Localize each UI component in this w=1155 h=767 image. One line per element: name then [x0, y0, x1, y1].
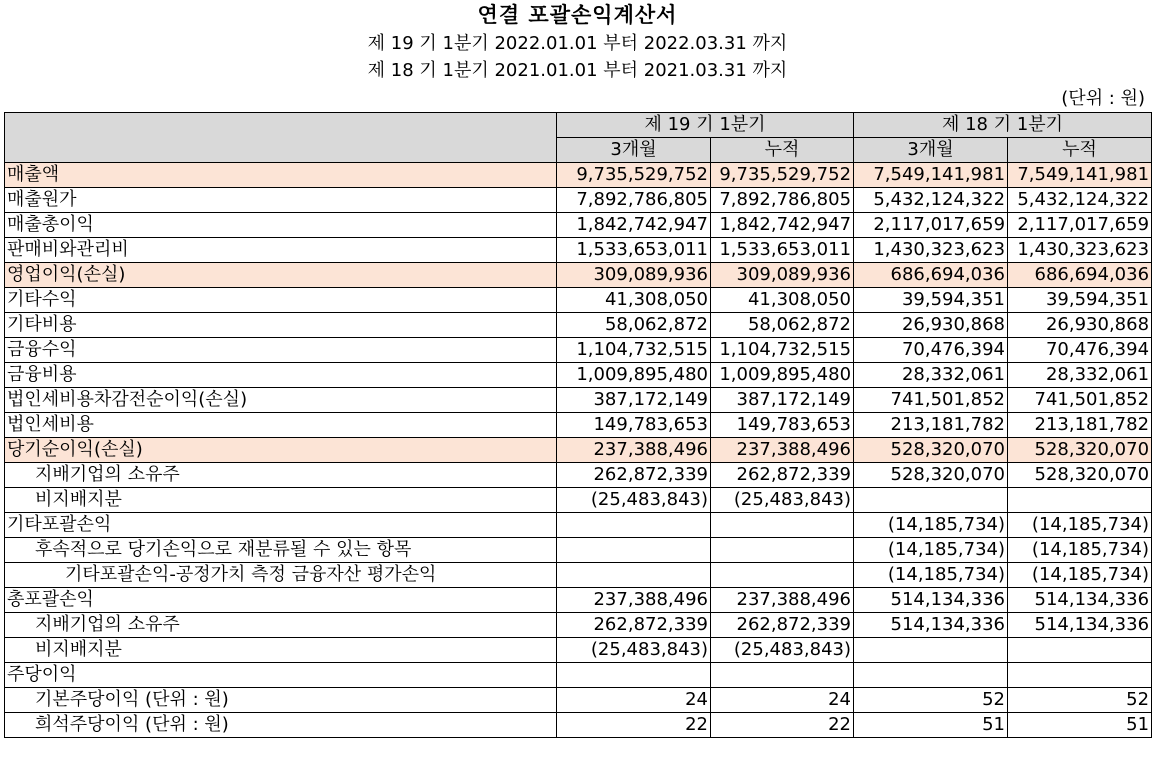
table-row: [5, 188, 1152, 213]
row-label: 기타포괄손익-공정가치 측정 금융자산 평가손익: [5, 563, 557, 588]
cell-current-cum: 24: [711, 688, 854, 713]
cell-prior-cum: 1,430,323,623: [1008, 238, 1152, 263]
cell-current-3m: (25,483,843): [557, 638, 711, 663]
period-prior: 제 18 기 1분기 2021.01.01 부터 2021.03.31 까지: [367, 60, 788, 81]
table-row: [5, 413, 1152, 438]
table-row: [5, 613, 1152, 638]
cell-current-cum: 237,388,496: [711, 438, 854, 463]
header-group-current: 제 19 기 1분기: [557, 113, 854, 138]
cell-prior-cum: 686,694,036: [1008, 263, 1152, 288]
cell-prior-cum: 528,320,070: [1008, 438, 1152, 463]
cell-prior-cum: 528,320,070: [1008, 463, 1152, 488]
row-label: 영업이익(손실): [5, 263, 557, 288]
header-prior-cum: 누적: [1008, 138, 1152, 163]
cell-current-3m: 41,308,050: [557, 288, 711, 313]
cell-prior-3m: 28,332,061: [854, 363, 1008, 388]
cell-current-3m: [557, 513, 711, 538]
cell-current-cum: (25,483,843): [711, 488, 854, 513]
cell-current-cum: 309,089,936: [711, 263, 854, 288]
cell-current-cum: 1,533,653,011: [711, 238, 854, 263]
cell-current-3m: [557, 538, 711, 563]
cell-current-3m: 309,089,936: [557, 263, 711, 288]
cell-prior-cum: (14,185,734): [1008, 538, 1152, 563]
table-row: [5, 538, 1152, 563]
table-row: [5, 363, 1152, 388]
row-label: 희석주당이익 (단위 : 원): [5, 713, 557, 738]
cell-current-cum: 237,388,496: [711, 588, 854, 613]
cell-current-cum: 58,062,872: [711, 313, 854, 338]
cell-current-cum: 41,308,050: [711, 288, 854, 313]
cell-current-cum: [711, 513, 854, 538]
row-label: 기본주당이익 (단위 : 원): [5, 688, 557, 713]
cell-current-cum: 7,892,786,805: [711, 188, 854, 213]
cell-prior-3m: 5,432,124,322: [854, 188, 1008, 213]
table-row: [5, 713, 1152, 738]
row-label: 비지배지분: [5, 638, 557, 663]
cell-prior-3m: 1,430,323,623: [854, 238, 1008, 263]
cell-prior-3m: 70,476,394: [854, 338, 1008, 363]
cell-prior-cum: 514,134,336: [1008, 613, 1152, 638]
table-row: [5, 688, 1152, 713]
cell-current-cum: 149,783,653: [711, 413, 854, 438]
row-label: 법인세비용차감전순이익(손실): [5, 388, 557, 413]
cell-prior-cum: 26,930,868: [1008, 313, 1152, 338]
cell-prior-cum: [1008, 638, 1152, 663]
row-label: 매출총이익: [5, 213, 557, 238]
row-label: 금융수익: [5, 338, 557, 363]
table-row: [5, 288, 1152, 313]
cell-prior-3m: 39,594,351: [854, 288, 1008, 313]
cell-prior-cum: (14,185,734): [1008, 563, 1152, 588]
table-row: [5, 213, 1152, 238]
cell-prior-3m: (14,185,734): [854, 563, 1008, 588]
cell-prior-3m: 514,134,336: [854, 588, 1008, 613]
cell-current-cum: 1,104,732,515: [711, 338, 854, 363]
cell-prior-3m: 2,117,017,659: [854, 213, 1008, 238]
cell-prior-3m: 26,930,868: [854, 313, 1008, 338]
cell-current-3m: 237,388,496: [557, 588, 711, 613]
cell-current-3m: (25,483,843): [557, 488, 711, 513]
row-label: 후속적으로 당기손익으로 재분류될 수 있는 항목: [5, 538, 557, 563]
table-row: [5, 463, 1152, 488]
cell-prior-3m: 741,501,852: [854, 388, 1008, 413]
cell-current-cum: 22: [711, 713, 854, 738]
cell-prior-cum: (14,185,734): [1008, 513, 1152, 538]
cell-prior-cum: 741,501,852: [1008, 388, 1152, 413]
cell-prior-cum: 52: [1008, 688, 1152, 713]
cell-current-3m: 262,872,339: [557, 463, 711, 488]
cell-prior-cum: 28,332,061: [1008, 363, 1152, 388]
cell-current-cum: [711, 563, 854, 588]
table-row: [5, 313, 1152, 338]
cell-prior-cum: 70,476,394: [1008, 338, 1152, 363]
cell-current-cum: 1,009,895,480: [711, 363, 854, 388]
cell-current-3m: 9,735,529,752: [557, 163, 711, 188]
cell-current-3m: 1,842,742,947: [557, 213, 711, 238]
cell-current-3m: 262,872,339: [557, 613, 711, 638]
cell-prior-cum: 7,549,141,981: [1008, 163, 1152, 188]
row-label: 기타수익: [5, 288, 557, 313]
row-label: 매출액: [5, 163, 557, 188]
income-statement-table: [4, 112, 1152, 738]
cell-current-3m: 1,009,895,480: [557, 363, 711, 388]
cell-current-3m: [557, 663, 711, 688]
header-current-cum: 누적: [711, 138, 854, 163]
cell-current-cum: 9,735,529,752: [711, 163, 854, 188]
cell-current-3m: 387,172,149: [557, 388, 711, 413]
table-row: [5, 263, 1152, 288]
header-prior-3m: 3개월: [854, 138, 1008, 163]
cell-current-cum: [711, 538, 854, 563]
cell-current-3m: 237,388,496: [557, 438, 711, 463]
cell-prior-3m: 52: [854, 688, 1008, 713]
cell-prior-3m: [854, 638, 1008, 663]
cell-prior-3m: (14,185,734): [854, 513, 1008, 538]
table-row: [5, 388, 1152, 413]
table-row: [5, 563, 1152, 588]
cell-current-3m: 1,104,732,515: [557, 338, 711, 363]
cell-current-cum: (25,483,843): [711, 638, 854, 663]
cell-prior-3m: 686,694,036: [854, 263, 1008, 288]
table-row: [5, 163, 1152, 188]
header-row-periods: [5, 113, 1152, 138]
unit-label: (단위 : 원): [1061, 88, 1145, 109]
cell-current-3m: 149,783,653: [557, 413, 711, 438]
table-row: [5, 338, 1152, 363]
cell-prior-cum: 2,117,017,659: [1008, 213, 1152, 238]
cell-current-3m: 7,892,786,805: [557, 188, 711, 213]
table-row: [5, 488, 1152, 513]
row-label: 금융비용: [5, 363, 557, 388]
cell-current-3m: 24: [557, 688, 711, 713]
cell-current-3m: 22: [557, 713, 711, 738]
row-label: 매출원가: [5, 188, 557, 213]
table-row: [5, 238, 1152, 263]
row-label: 법인세비용: [5, 413, 557, 438]
cell-prior-cum: 213,181,782: [1008, 413, 1152, 438]
cell-prior-3m: 528,320,070: [854, 438, 1008, 463]
cell-prior-cum: [1008, 663, 1152, 688]
cell-prior-3m: [854, 488, 1008, 513]
table-row: [5, 588, 1152, 613]
header-account-cell: [5, 113, 557, 163]
cell-prior-3m: [854, 663, 1008, 688]
table-row: [5, 638, 1152, 663]
cell-prior-3m: 514,134,336: [854, 613, 1008, 638]
cell-current-cum: 1,842,742,947: [711, 213, 854, 238]
cell-current-cum: [711, 663, 854, 688]
cell-current-3m: 58,062,872: [557, 313, 711, 338]
row-label: 기타포괄손익: [5, 513, 557, 538]
row-label: 주당이익: [5, 663, 557, 688]
cell-prior-3m: 528,320,070: [854, 463, 1008, 488]
cell-current-cum: 262,872,339: [711, 613, 854, 638]
row-label: 판매비와관리비: [5, 238, 557, 263]
table-row: [5, 438, 1152, 463]
header-group-prior: 제 18 기 1분기: [854, 113, 1152, 138]
period-current: 제 19 기 1분기 2022.01.01 부터 2022.03.31 까지: [367, 33, 788, 54]
statement-title: 연결 포괄손익계산서: [477, 3, 678, 27]
cell-current-cum: 387,172,149: [711, 388, 854, 413]
cell-prior-cum: [1008, 488, 1152, 513]
row-label: 지배기업의 소유주: [5, 463, 557, 488]
cell-current-3m: [557, 563, 711, 588]
row-label: 총포괄손익: [5, 588, 557, 613]
cell-prior-cum: 39,594,351: [1008, 288, 1152, 313]
cell-prior-3m: 51: [854, 713, 1008, 738]
row-label: 비지배지분: [5, 488, 557, 513]
row-label: 지배기업의 소유주: [5, 613, 557, 638]
cell-prior-3m: 213,181,782: [854, 413, 1008, 438]
cell-prior-3m: 7,549,141,981: [854, 163, 1008, 188]
header-current-3m: 3개월: [557, 138, 711, 163]
table-row: [5, 663, 1152, 688]
cell-prior-3m: (14,185,734): [854, 538, 1008, 563]
row-label: 기타비용: [5, 313, 557, 338]
row-label: 당기순이익(손실): [5, 438, 557, 463]
table-row: [5, 513, 1152, 538]
cell-current-cum: 262,872,339: [711, 463, 854, 488]
cell-prior-cum: 51: [1008, 713, 1152, 738]
cell-prior-cum: 514,134,336: [1008, 588, 1152, 613]
cell-prior-cum: 5,432,124,322: [1008, 188, 1152, 213]
cell-current-3m: 1,533,653,011: [557, 238, 711, 263]
